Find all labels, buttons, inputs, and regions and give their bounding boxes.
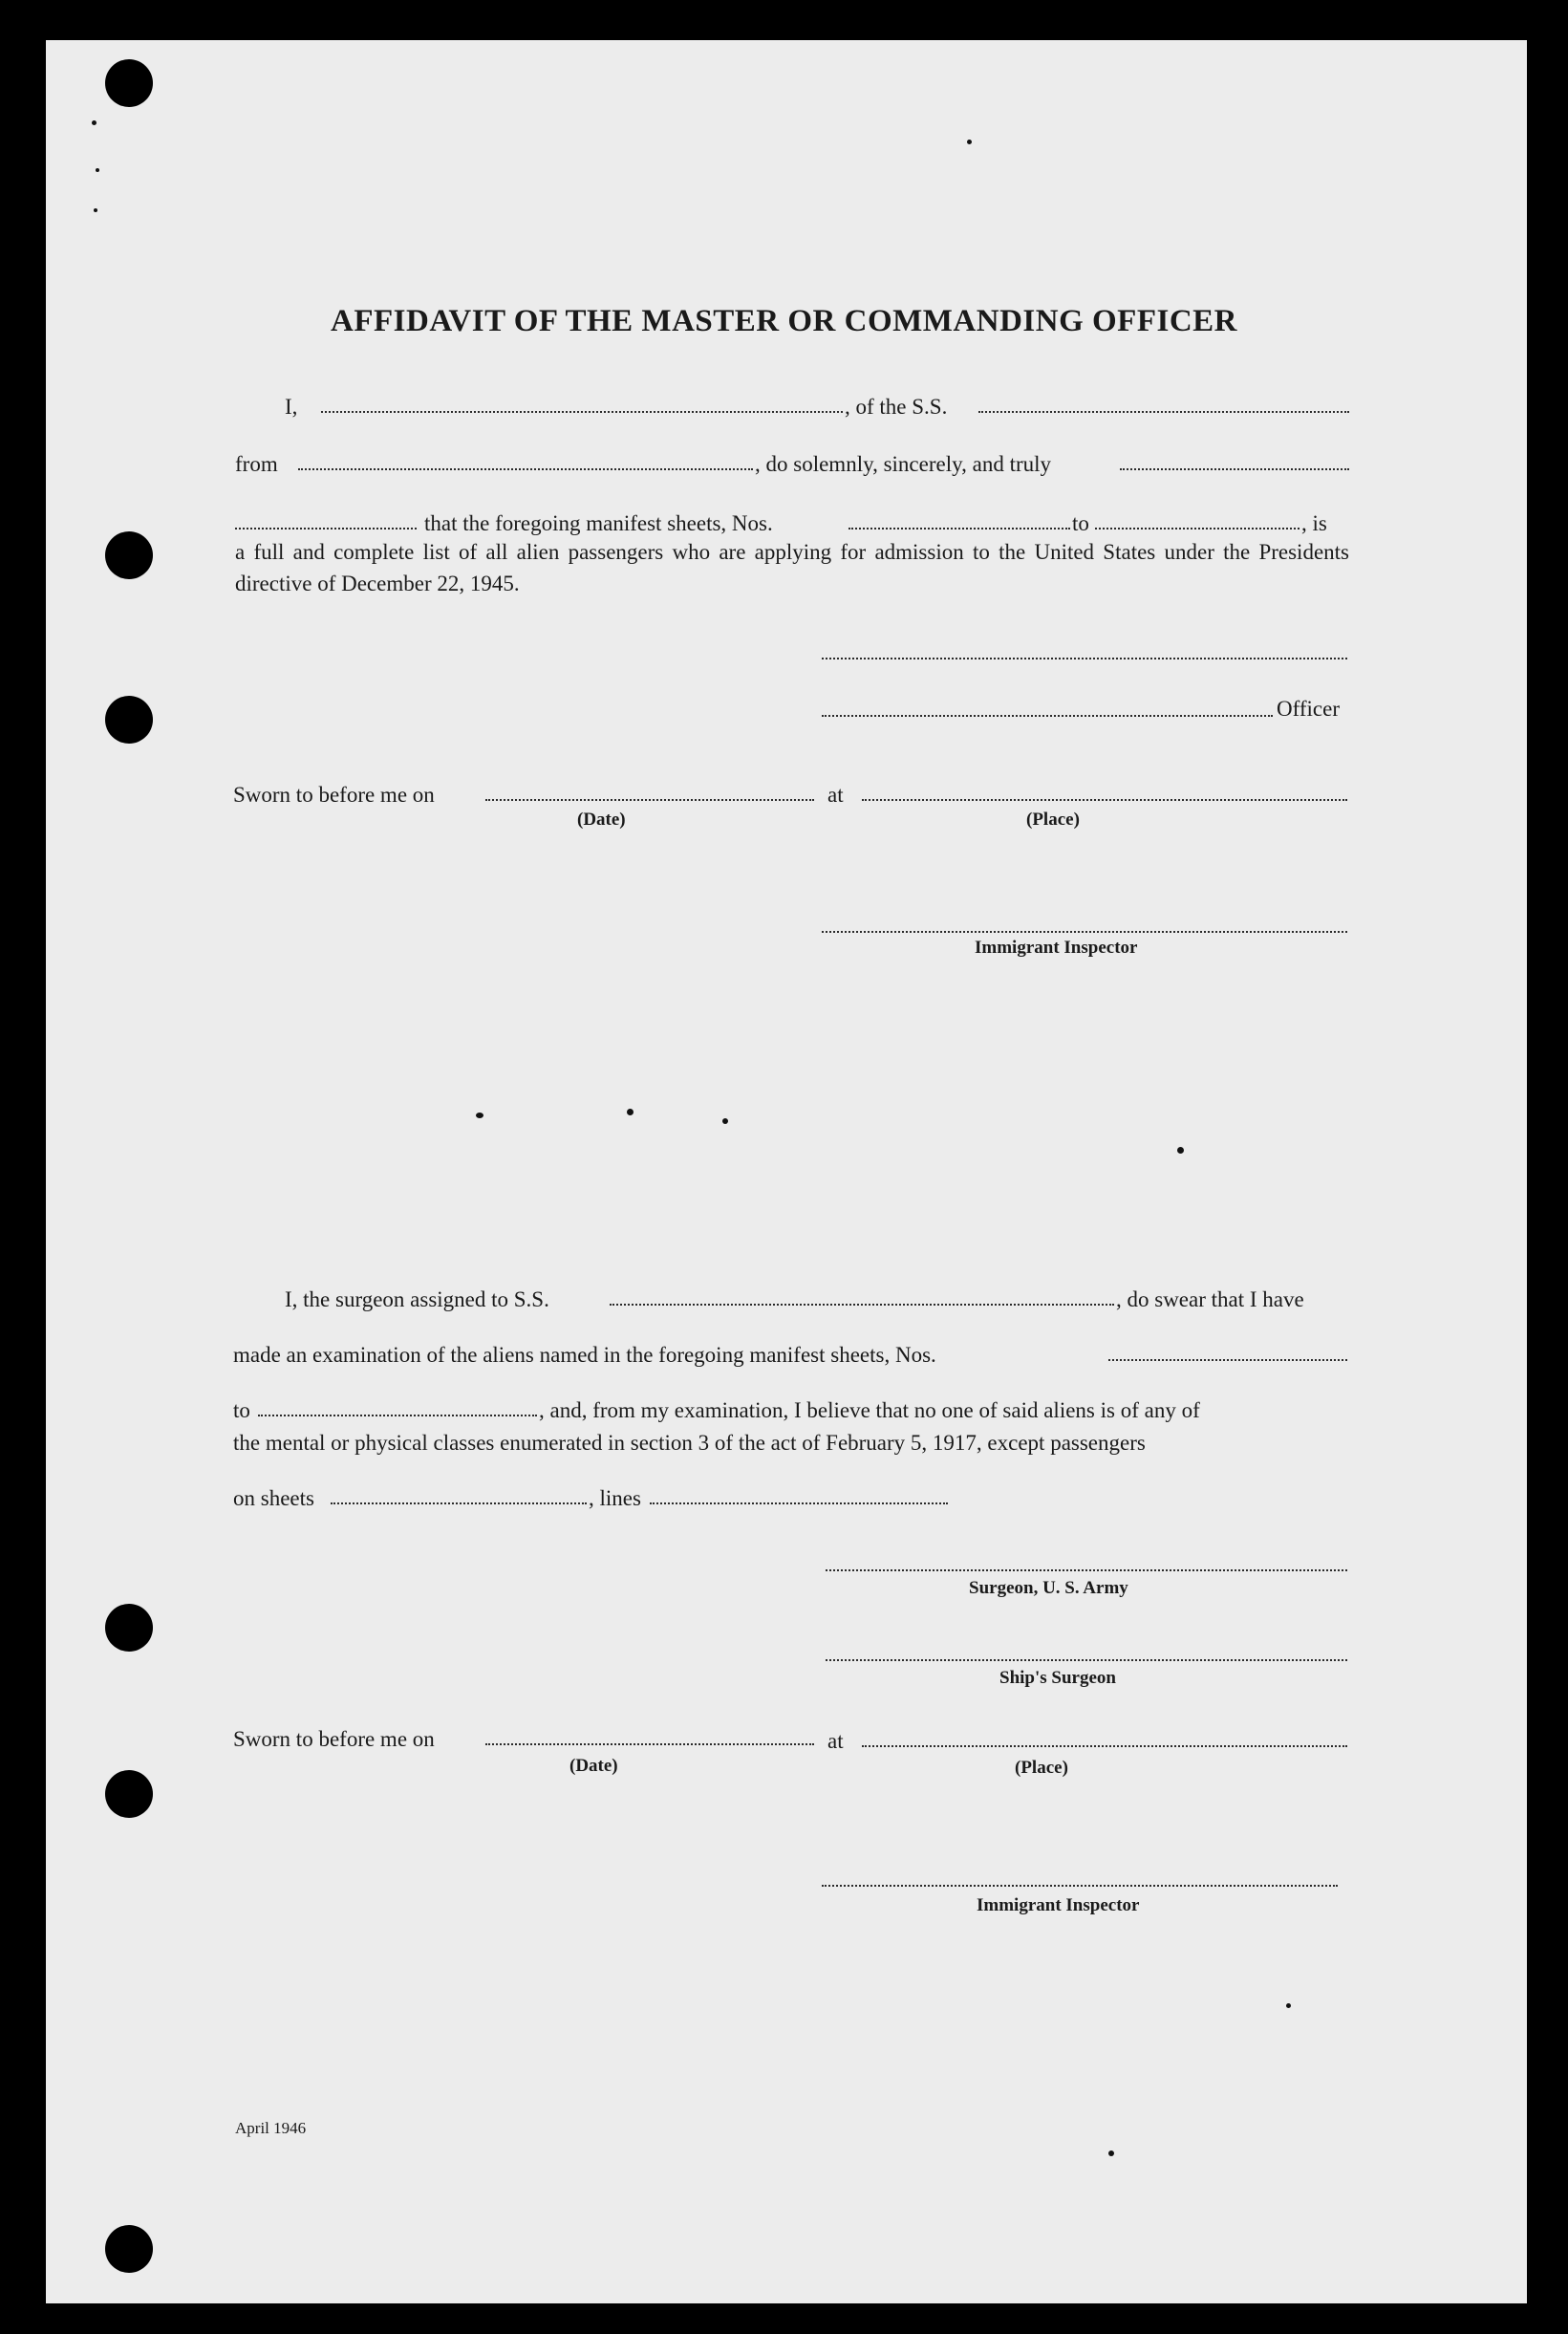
master-name-field[interactable] (321, 411, 843, 413)
sworn1-date-caption: (Date) (577, 810, 626, 830)
surgeon-sheets-from-field[interactable] (1108, 1359, 1347, 1361)
ink-speck (92, 120, 97, 125)
master-sheets-from-field[interactable] (848, 528, 1070, 529)
master-foregoing-label: that the foregoing manifest sheets, Nos. (424, 511, 773, 535)
on-sheets-field[interactable] (331, 1502, 587, 1504)
master-of-ss-label: , of the S.S. (845, 395, 948, 419)
ink-speck (476, 1113, 483, 1118)
army-surgeon-signature-line[interactable] (826, 1569, 1347, 1571)
master-body-text: a full and complete list of all alien passengers who are applying for admission to the United States under the Presidents directive of December 22, 1945. (235, 540, 1349, 595)
surgeon-line3-label: , and, from my examination, I believe that no one of said aliens is of any of (539, 1398, 1200, 1422)
inspector2-label: Immigrant Inspector (977, 1895, 1140, 1915)
master-solemnly-label: , do solemnly, sincerely, and truly (755, 452, 1052, 476)
sworn2-place-field[interactable] (862, 1745, 1347, 1747)
surgeon-line2-label: made an examination of the aliens named in the foregoing manifest sheets, Nos. (233, 1343, 936, 1367)
inspector1-signature-line[interactable] (822, 931, 1347, 933)
lines-field[interactable] (650, 1502, 948, 1504)
master-from-label: from (235, 452, 278, 476)
master-signature-line[interactable] (822, 658, 1347, 659)
surgeon-line1-label: I, the surgeon assigned to S.S. (285, 1287, 549, 1311)
ink-speck (1177, 1147, 1184, 1154)
sworn1-label: Sworn to before me on (233, 783, 435, 807)
sworn1-place-field[interactable] (862, 799, 1347, 801)
master-from-field[interactable] (298, 468, 753, 470)
ink-speck (96, 168, 99, 172)
master-verb-field[interactable] (235, 528, 417, 529)
ink-speck (627, 1109, 634, 1115)
sworn1-at-label: at (827, 783, 844, 807)
officer-label: Officer (1277, 697, 1340, 721)
inspector1-label: Immigrant Inspector (975, 938, 1138, 958)
sworn1-place-caption: (Place) (1026, 810, 1080, 830)
master-sheets-to-field[interactable] (1095, 528, 1300, 529)
master-is-label: , is (1301, 511, 1327, 535)
surgeon-to-label: to (233, 1398, 250, 1422)
form-date: April 1946 (235, 2119, 307, 2137)
master-ship-field[interactable] (978, 411, 1349, 413)
ships-surgeon-label: Ship's Surgeon (999, 1668, 1116, 1688)
surgeon-ship-field[interactable] (610, 1304, 1114, 1306)
surgeon-line4-label: the mental or physical classes enumerated in section 3 of the act of February 5, 1917, except passengers (233, 1431, 1146, 1455)
officer-signature-line[interactable] (822, 715, 1273, 717)
binder-hole (105, 2225, 153, 2273)
army-surgeon-label: Surgeon, U. S. Army (969, 1578, 1128, 1598)
surgeon-swear-label: , do swear that I have (1116, 1287, 1304, 1311)
binder-hole (105, 59, 153, 107)
ink-speck (1108, 2150, 1114, 2156)
ink-speck (94, 208, 97, 212)
ink-speck (722, 1118, 728, 1124)
binder-hole (105, 1604, 153, 1652)
binder-hole (105, 531, 153, 579)
binder-hole (105, 1770, 153, 1818)
lines-label: , lines (589, 1486, 641, 1510)
sworn2-date-field[interactable] (485, 1743, 814, 1745)
sworn1-date-field[interactable] (485, 799, 814, 801)
master-i-label: I, (285, 395, 298, 419)
inspector2-signature-line[interactable] (822, 1885, 1338, 1887)
surgeon-sheets-to-field[interactable] (258, 1415, 537, 1416)
form-title: AFFIDAVIT OF THE MASTER OR COMMANDING OFFICER (331, 304, 1237, 338)
sworn2-date-caption: (Date) (569, 1756, 618, 1776)
sworn2-at-label: at (827, 1729, 844, 1753)
on-sheets-label: on sheets (233, 1486, 314, 1510)
ships-surgeon-signature-line[interactable] (826, 1659, 1347, 1661)
sworn2-place-caption: (Place) (1015, 1758, 1068, 1778)
master-oath-field[interactable] (1120, 468, 1349, 470)
sworn2-label: Sworn to before me on (233, 1727, 435, 1751)
ink-speck (967, 140, 972, 144)
form-sheet (46, 40, 1527, 2303)
binder-hole (105, 696, 153, 744)
master-to-label: to (1072, 511, 1089, 535)
ink-speck (1286, 2003, 1291, 2008)
